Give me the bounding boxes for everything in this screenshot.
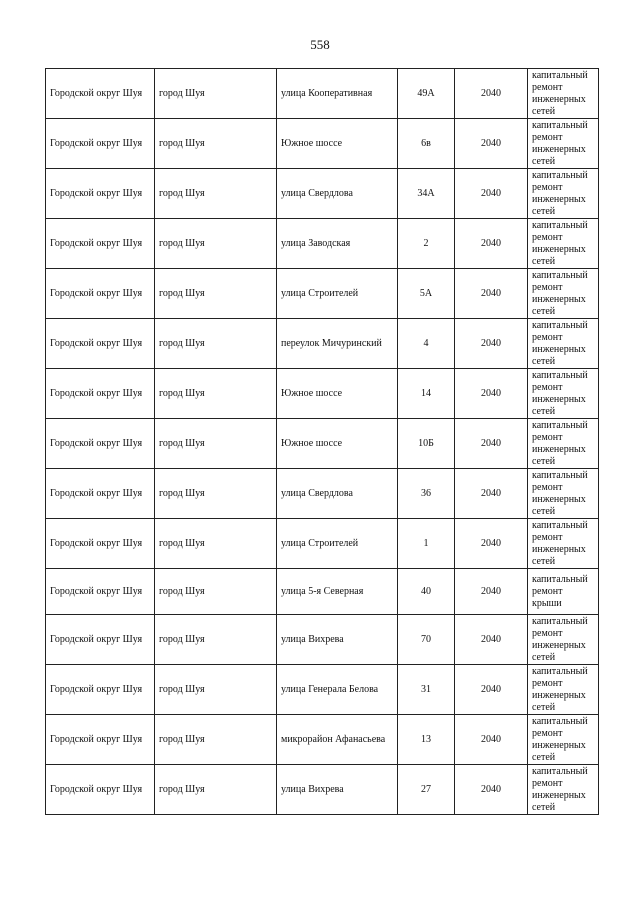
cell-year: 2040 [455,765,528,815]
table-row [46,369,599,419]
cell-street: улица 5-я Северная [277,569,398,615]
cell-house: 5А [398,269,455,319]
cell-city: город Шуя [155,219,277,269]
table-row [46,69,599,119]
cell-year: 2040 [455,715,528,765]
cell-street: улица Заводская [277,219,398,269]
table-row [46,765,599,815]
cell-district: Городской округ Шуя [46,615,155,665]
cell-year: 2040 [455,419,528,469]
cell-work: капитальный ремонт инженерных сетей [528,169,599,219]
cell-city: город Шуя [155,469,277,519]
cell-house: 10Б [398,419,455,469]
cell-year: 2040 [455,69,528,119]
cell-house: 70 [398,615,455,665]
table-row [46,615,599,665]
cell-street: улица Свердлова [277,469,398,519]
cell-house: 31 [398,665,455,715]
table-row [46,219,599,269]
cell-house: 34А [398,169,455,219]
table-row [46,419,599,469]
cell-work: капитальный ремонт инженерных сетей [528,419,599,469]
cell-house: 1 [398,519,455,569]
cell-street: улица Строителей [277,269,398,319]
cell-work: капитальный ремонт инженерных сетей [528,469,599,519]
cell-district: Городской округ Шуя [46,369,155,419]
cell-city: город Шуя [155,369,277,419]
cell-work: капитальный ремонт инженерных сетей [528,765,599,815]
cell-city: город Шуя [155,519,277,569]
cell-year: 2040 [455,519,528,569]
table-row [46,665,599,715]
cell-house: 27 [398,765,455,815]
cell-house: 14 [398,369,455,419]
cell-city: город Шуя [155,119,277,169]
cell-work: капитальный ремонт инженерных сетей [528,519,599,569]
table-row [46,469,599,519]
cell-street: переулок Мичуринский [277,319,398,369]
cell-house: 40 [398,569,455,615]
cell-house: 13 [398,715,455,765]
cell-work: капитальный ремонт инженерных сетей [528,119,599,169]
cell-street: Южное шоссе [277,369,398,419]
cell-district: Городской округ Шуя [46,219,155,269]
cell-district: Городской округ Шуя [46,665,155,715]
table-row [46,519,599,569]
buildings-table [45,68,599,815]
cell-work: капитальный ремонт инженерных сетей [528,319,599,369]
cell-city: город Шуя [155,69,277,119]
cell-work: капитальный ремонт инженерных сетей [528,69,599,119]
cell-district: Городской округ Шуя [46,715,155,765]
cell-city: город Шуя [155,169,277,219]
cell-street: Южное шоссе [277,119,398,169]
cell-city: город Шуя [155,319,277,369]
cell-street: Южное шоссе [277,419,398,469]
table-row [46,119,599,169]
cell-district: Городской округ Шуя [46,519,155,569]
cell-work: капитальный ремонт инженерных сетей [528,665,599,715]
cell-street: улица Строителей [277,519,398,569]
cell-house: 36 [398,469,455,519]
cell-street: улица Свердлова [277,169,398,219]
cell-house: 6в [398,119,455,169]
cell-street: улица Генерала Белова [277,665,398,715]
cell-house: 2 [398,219,455,269]
cell-city: город Шуя [155,569,277,615]
cell-city: город Шуя [155,765,277,815]
cell-house: 49А [398,69,455,119]
cell-district: Городской округ Шуя [46,569,155,615]
table-row [46,715,599,765]
cell-work: капитальный ремонт инженерных сетей [528,369,599,419]
cell-work: капитальный ремонт инженерных сетей [528,219,599,269]
cell-city: город Шуя [155,269,277,319]
table-row [46,569,599,615]
cell-year: 2040 [455,665,528,715]
cell-year: 2040 [455,569,528,615]
cell-city: город Шуя [155,715,277,765]
cell-city: город Шуя [155,419,277,469]
cell-year: 2040 [455,269,528,319]
cell-district: Городской округ Шуя [46,469,155,519]
page-number: 558 [310,37,330,52]
cell-year: 2040 [455,469,528,519]
cell-street: улица Вихрева [277,765,398,815]
cell-district: Городской округ Шуя [46,765,155,815]
cell-district: Городской округ Шуя [46,319,155,369]
cell-work: капитальный ремонт крыши [528,569,599,615]
cell-city: город Шуя [155,665,277,715]
cell-district: Городской округ Шуя [46,119,155,169]
cell-district: Городской округ Шуя [46,169,155,219]
cell-house: 4 [398,319,455,369]
table-row [46,169,599,219]
cell-city: город Шуя [155,615,277,665]
cell-year: 2040 [455,615,528,665]
cell-year: 2040 [455,319,528,369]
cell-year: 2040 [455,169,528,219]
cell-street: улица Кооперативная [277,69,398,119]
cell-street: улица Вихрева [277,615,398,665]
table-row [46,269,599,319]
cell-district: Городской округ Шуя [46,419,155,469]
cell-work: капитальный ремонт инженерных сетей [528,715,599,765]
cell-year: 2040 [455,119,528,169]
table-body [46,69,599,815]
cell-street: микрорайон Афанасьева [277,715,398,765]
cell-year: 2040 [455,369,528,419]
table-row [46,319,599,369]
cell-district: Городской округ Шуя [46,69,155,119]
cell-work: капитальный ремонт инженерных сетей [528,269,599,319]
cell-year: 2040 [455,219,528,269]
cell-district: Городской округ Шуя [46,269,155,319]
cell-work: капитальный ремонт инженерных сетей [528,615,599,665]
